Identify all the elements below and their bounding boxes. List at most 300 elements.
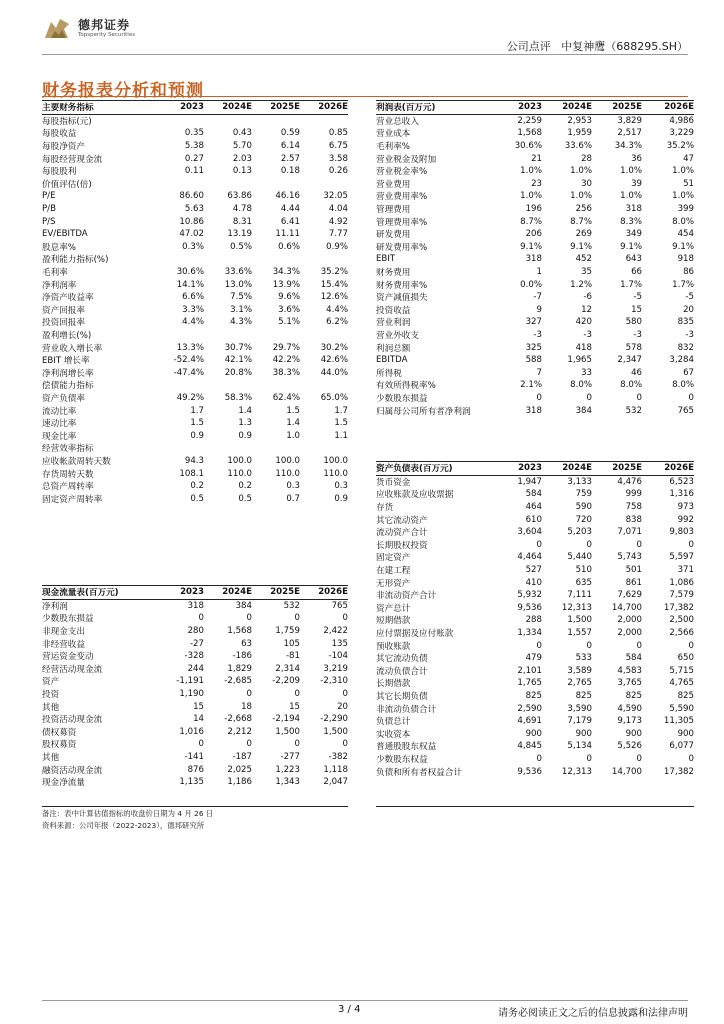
value-cell: 5,440 [567,552,592,563]
year-header-cell: 2025E [252,101,300,115]
value-cell: 1.0% [620,166,642,177]
value-cell [252,442,300,455]
row-label-cell: 净利润增长率 [42,368,94,379]
value-cell: 318 [625,204,642,215]
table-row [42,215,348,228]
row-label-cell: 毛利率% [376,142,410,153]
value-cell [252,379,300,392]
row-label-cell: 实收资本 [376,729,411,740]
value-cell: -3 [685,329,694,340]
value-cell: 58.3% [224,392,252,403]
value-cell: 2.57 [280,153,300,164]
table-row [376,392,694,405]
value-cell: 527 [525,565,542,576]
table-row [42,404,348,417]
row-label-cell: EBITDA [376,355,408,366]
value-cell: 4.04 [328,204,348,215]
value-cell: 0.2 [238,481,252,492]
row-label-cell: 应付票据及应付账款 [376,629,454,640]
row-label-cell: 短期借款 [376,616,411,627]
value-cell: 8.3% [620,216,642,227]
value-cell: 13.0% [224,279,252,290]
value-cell: 584 [625,653,642,664]
value-cell: -328 [184,651,204,662]
table-row [42,700,348,713]
value-cell: -3 [633,329,642,340]
table-row [376,228,694,241]
value-cell: 280 [187,626,204,637]
table-row [376,602,694,615]
value-cell: 5,526 [617,741,642,752]
row-label-cell: 少数股东损益 [376,393,428,404]
value-cell: 15 [193,701,204,712]
value-cell: 4.3% [230,317,252,328]
table-row [42,291,348,304]
value-cell: 825 [575,690,592,701]
table-title-cell: 现金流量表(百万元) [42,586,160,600]
value-cell: 4.92 [328,216,348,227]
table-row [42,228,348,241]
value-cell: 30.7% [224,342,252,353]
value-cell: 3.6% [278,304,300,315]
table-row [42,429,348,442]
value-cell: 1,223 [275,764,300,775]
value-cell: 0 [636,539,642,550]
cashflow-table [42,585,348,789]
value-cell: 635 [575,577,592,588]
value-cell: -5 [633,292,642,303]
value-cell: 452 [575,254,592,265]
value-cell: -2,685 [224,676,252,687]
row-label-cell: 投资 [42,690,60,701]
value-cell: 1,190 [179,689,204,700]
table-row [42,688,348,701]
row-label-cell: 资产回报率 [42,305,85,316]
value-cell: 4.4% [326,304,348,315]
table-row [42,675,348,688]
table-row [376,178,694,191]
table-row [42,278,348,291]
value-cell: 9,803 [669,527,694,538]
value-cell: 12.6% [320,292,348,303]
value-cell: -27 [189,638,204,649]
row-label-cell: 利润总额 [376,343,411,354]
balance-sheet-table [376,461,694,778]
value-cell: 4,476 [617,476,642,487]
row-label-cell: EBIT 增长率 [42,356,90,367]
value-cell [300,114,348,127]
value-cell: 0 [586,640,592,651]
value-cell: 580 [625,317,642,328]
value-cell: 0.5 [190,493,204,504]
value-cell: 0 [586,539,592,550]
value-cell [300,329,348,342]
row-label-cell: 速动比率 [42,419,77,430]
table-row [42,127,348,140]
value-cell: 3,829 [617,115,642,126]
value-cell: 13.19 [227,229,252,240]
row-label-cell: P/E [42,191,56,202]
table-row [42,663,348,676]
value-cell [252,329,300,342]
value-cell: -3 [533,329,542,340]
value-cell: 42.1% [224,355,252,366]
value-cell: 9,536 [517,602,542,613]
value-cell: 900 [575,728,592,739]
value-cell: 135 [331,638,348,649]
row-label-cell: 经营效率指标 [42,444,94,455]
table-row [376,702,694,715]
value-cell: 918 [677,254,694,265]
table-row [42,241,348,254]
value-cell: 765 [677,405,694,416]
value-cell [204,379,252,392]
value-cell: 399 [677,204,694,215]
value-cell: 33.6% [564,141,592,152]
value-cell: 34.3% [272,267,300,278]
value-cell: 14.1% [176,279,204,290]
value-cell: 0 [636,753,642,764]
table-row [376,241,694,254]
row-label-cell: 营业利润 [376,318,411,329]
value-cell: 2,259 [517,115,542,126]
value-cell: 410 [525,577,542,588]
value-cell: 6.2% [326,317,348,328]
value-cell: 1.7 [334,405,348,416]
value-cell: 384 [235,600,252,611]
table-row [42,637,348,650]
table-row [42,738,348,751]
table-row [376,589,694,602]
value-cell: 35.2% [320,267,348,278]
value-cell: 1,086 [669,577,694,588]
table-row [376,341,694,354]
value-cell: 5,715 [669,665,694,676]
value-cell: 0 [536,640,542,651]
value-cell: 108.1 [179,468,204,479]
value-cell: 35.2% [666,141,694,152]
value-cell: 9.1% [672,241,694,252]
value-cell: 30 [581,178,592,189]
value-cell: 0.3 [334,481,348,492]
value-cell: 32.05 [323,191,348,202]
value-cell: 5.1% [278,317,300,328]
row-label-cell: 非流动资产合计 [376,591,437,602]
value-cell: 0.43 [232,128,252,139]
value-cell [204,442,252,455]
value-cell: 100.0 [227,455,252,466]
value-cell: 1,947 [517,476,542,487]
table-row [376,526,694,539]
value-cell: 44.0% [320,367,348,378]
value-cell: 1.7 [190,405,204,416]
value-cell: 86.60 [179,191,204,202]
value-cell: 20.8% [224,367,252,378]
footer-divider [42,1000,688,1001]
value-cell [204,329,252,342]
value-cell: 1,959 [567,128,592,139]
value-cell [252,253,300,266]
value-cell: 9.1% [570,241,592,252]
value-cell: -2,209 [272,676,300,687]
table-header-row [376,101,694,115]
value-cell: 269 [575,229,592,240]
year-header-cell: 2025E [592,462,642,476]
value-cell: 4,765 [669,678,694,689]
value-cell: 532 [283,600,300,611]
value-cell: 2,047 [323,777,348,788]
value-cell: 0 [536,392,542,403]
table-row [42,341,348,354]
value-cell: 0 [688,392,694,403]
table-row [376,291,694,304]
row-label-cell: 股权募资 [42,740,77,751]
value-cell: 1,500 [323,726,348,737]
value-cell: 5.70 [232,141,252,152]
value-cell [300,178,348,191]
table-row [42,266,348,279]
table-row [376,404,694,417]
row-label-cell: 流动资产合计 [376,528,428,539]
value-cell: 13.9% [272,279,300,290]
table-row [376,753,694,766]
row-label-cell: 管理费用率% [376,217,428,228]
value-cell: 20 [683,304,694,315]
value-cell: 2,422 [323,626,348,637]
value-cell: 1,316 [669,489,694,500]
row-label-cell: 每股收益 [42,129,77,140]
row-label-cell: 长期股权投资 [376,540,428,551]
table-row [376,639,694,652]
value-cell: 3,229 [669,128,694,139]
row-label-cell: 每股净资产 [42,142,85,153]
value-cell: 2,101 [517,665,542,676]
table-row [42,492,348,505]
year-header-cell: 2024E [204,101,252,115]
value-cell: 825 [677,690,694,701]
value-cell: 0 [342,739,348,750]
table-row [376,253,694,266]
value-cell: 34.3% [614,141,642,152]
value-cell: 4,590 [617,703,642,714]
value-cell: 9.6% [278,292,300,303]
value-cell: 2,314 [275,663,300,674]
value-cell [300,442,348,455]
row-label-cell: 融资活动现金流 [42,765,103,776]
table-row [376,614,694,627]
value-cell [160,178,204,191]
table-row [376,513,694,526]
table-row [376,652,694,665]
table-row [376,354,694,367]
table-row [42,178,348,191]
row-label-cell: 营业外收支 [376,330,419,341]
year-header-cell: 2024E [542,462,592,476]
value-cell: 0.2 [190,481,204,492]
table-bottom-rule-right [376,806,694,807]
value-cell: 0 [294,739,300,750]
value-cell: 30.2% [320,342,348,353]
value-cell: 6.75 [328,141,348,152]
value-cell: 6.6% [182,292,204,303]
value-cell: 39 [631,178,642,189]
value-cell: 900 [525,728,542,739]
row-label-cell: 非现金支出 [42,627,85,638]
value-cell: 9 [536,304,542,315]
row-label-cell: 投资活动现金流 [42,715,103,726]
value-cell: 4,986 [669,115,694,126]
value-cell: 8.0% [570,380,592,391]
row-label-cell: 少数股东损益 [42,614,94,625]
value-cell: 18 [241,701,252,712]
value-cell: 4,464 [517,552,542,563]
value-cell: 11.11 [275,229,300,240]
table-header-row [42,586,348,600]
value-cell: 3,604 [517,527,542,538]
value-cell: 2,212 [227,726,252,737]
value-cell: -104 [328,651,348,662]
value-cell: 6,077 [669,741,694,752]
row-label-cell: 固定资产周转率 [42,494,103,505]
value-cell: 1.0% [570,166,592,177]
row-label-cell: 固定资产 [376,553,411,564]
value-cell: 7,579 [669,590,694,601]
header-divider [42,54,688,55]
value-cell: 1.0% [672,166,694,177]
value-cell [160,379,204,392]
value-cell: 196 [525,204,542,215]
table-row [376,727,694,740]
row-label-cell: 投资收益 [376,305,411,316]
row-label-cell: 所得税 [376,368,402,379]
year-header-cell: 2026E [300,586,348,600]
value-cell: 42.6% [320,355,348,366]
table-row [376,665,694,678]
value-cell: 5,203 [567,527,592,538]
table-row [376,539,694,552]
value-cell: 0.35 [184,128,204,139]
table-row [376,316,694,329]
row-label-cell: 净利润 [42,601,68,612]
value-cell: 325 [525,342,542,353]
year-header-cell: 2023 [160,101,204,115]
value-cell: 13.3% [176,342,204,353]
value-cell: 765 [331,600,348,611]
table-row [42,114,348,127]
table-row [42,253,348,266]
value-cell: 758 [625,502,642,513]
value-cell: 584 [525,489,542,500]
value-cell: -52.4% [173,355,204,366]
value-cell: 23 [531,178,542,189]
row-label-cell: 营业费用 [376,179,411,190]
row-label-cell: 营业税金率% [376,167,428,178]
row-label-cell: 营业税金及附加 [376,154,437,165]
value-cell: 590 [575,502,592,513]
row-label-cell: 少数股东权益 [376,754,428,765]
value-cell: 9,536 [517,766,542,777]
value-cell: 0 [586,392,592,403]
value-cell: -81 [285,651,300,662]
value-cell [300,253,348,266]
value-cell: 47 [683,153,694,164]
year-header-cell: 2026E [300,101,348,115]
value-cell: 501 [625,565,642,576]
value-cell: 1,500 [567,615,592,626]
row-label-cell: 营业费用率% [376,192,428,203]
value-cell: 318 [187,600,204,611]
row-label-cell: 营业总收入 [376,116,419,127]
table-row [42,480,348,493]
value-cell: 29.7% [272,342,300,353]
row-label-cell: 非经营收益 [42,639,85,650]
logo-english-name: Topsperity Securities [78,32,136,38]
logo-mark-icon [42,14,72,44]
value-cell: 9.1% [520,241,542,252]
value-cell: 2,347 [617,355,642,366]
value-cell: 1.0% [570,191,592,202]
table-row [42,713,348,726]
value-cell: 0 [294,613,300,624]
row-label-cell: 货币资金 [376,477,411,488]
value-cell: 479 [525,653,542,664]
table-row [376,715,694,728]
row-label-cell: 非流动负债合计 [376,704,437,715]
value-cell: 4.78 [232,204,252,215]
value-cell: 51 [683,178,694,189]
value-cell: 1.5 [334,418,348,429]
value-cell: 876 [187,764,204,775]
value-cell: 35 [581,267,592,278]
value-cell: 4.44 [280,204,300,215]
value-cell: 0 [294,689,300,700]
value-cell: 0 [586,753,592,764]
value-cell: 14,700 [611,766,642,777]
value-cell: 66 [631,267,642,278]
row-label-cell: 财务费用 [376,268,411,279]
table-row [376,690,694,703]
page-number: 3 / 4 [338,1004,361,1015]
value-cell: 0.3% [182,241,204,252]
table-row [42,329,348,342]
value-cell: 0.27 [184,153,204,164]
row-label-cell: EV/EBITDA [42,229,88,240]
value-cell: 0.6% [278,241,300,252]
value-cell: 1,500 [275,726,300,737]
value-cell: 650 [677,653,694,664]
table-row [42,203,348,216]
value-cell: 5.38 [184,141,204,152]
row-label-cell: 偿债能力指标 [42,381,94,392]
value-cell: 1.4 [238,405,252,416]
value-cell: 835 [677,317,694,328]
value-cell: 20 [337,701,348,712]
value-cell: 14 [193,714,204,725]
value-cell: 30.6% [176,267,204,278]
value-cell: 10.86 [179,216,204,227]
value-cell: 244 [187,663,204,674]
value-cell: 9,173 [617,716,642,727]
row-label-cell: 负债总计 [376,717,411,728]
row-label-cell: 应收账款及应收票据 [376,490,454,501]
row-label-cell: 其它流动负债 [376,654,428,665]
year-header-cell: 2025E [252,586,300,600]
table-row [376,576,694,589]
table-bottom-rule-left [42,806,348,807]
value-cell: 17,382 [663,766,694,777]
table-row [376,203,694,216]
value-cell: 0 [688,640,694,651]
